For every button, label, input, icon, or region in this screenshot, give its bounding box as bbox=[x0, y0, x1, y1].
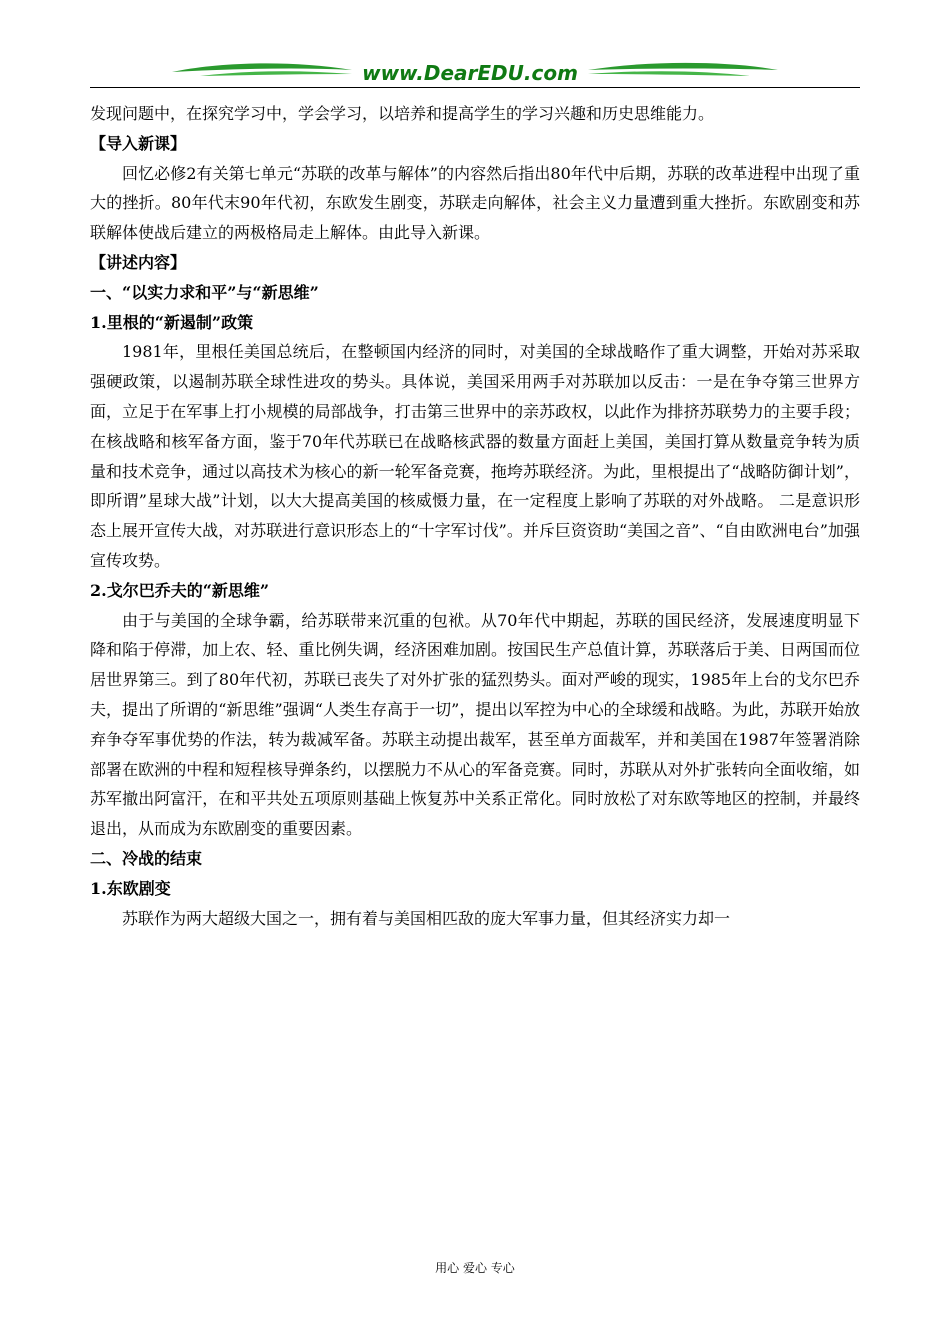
heading-2: 二、冷战的结束 bbox=[90, 848, 203, 868]
header-rule bbox=[90, 87, 860, 88]
heading-2-1: 1.东欧剧变 bbox=[90, 878, 171, 898]
right-swoosh-lower-icon bbox=[588, 71, 750, 76]
left-swoosh-lower-icon bbox=[200, 71, 352, 76]
paragraph-1-2: 由于与美国的全球争霸，给苏联带来沉重的包袱。从70年代中期起，苏联的国民经济，发展速度明显下降和陷于停滞，加上农、轻、重比例失调，经济困难加剧。按国民生产总值计算，苏联落后于美、日两国而位居世界第三。到了80年代初，苏联已丧失了对外扩张的猛烈势头。面对严峻的现实，1985年上台的戈尔巴乔夫，提出了所谓的“新思维”强调“人类生存高于一切”，提出以军控为中心的全球缓和战略。为此，苏联开始放弃争夺军事优势的作法，转为裁减军备。苏联主动提出裁军，甚至单方面裁军，并和美国在1987年签署消除部署在欧洲的中程和短程核导弹条约，以摆脱力不从心的军备竞赛。同时，苏联从对外扩张转向全面收缩，如苏军撤出阿富汗，在和平共处五项原则基础上恢复苏中关系正常化。同时放松了对东欧等地区的控制，并最终退出，从而成为东欧剧变的重要因素。 bbox=[90, 610, 860, 839]
heading-1-1: 1.里根的“新遏制”政策 bbox=[90, 312, 254, 332]
paragraph-1-1: 1981年，里根任美国总统后，在整顿国内经济的同时，对美国的全球战略作了重大调整，开始对苏采取强硬政策，以遏制苏联全球性进攻的势头。具体说，美国采用两手对苏联加以反击：一是在争夺第三世界方面，立足于在军事上打小规模的局部战争，打击第三世界中的亲苏政权，以此作为排挤苏联势力的主要手段；在核战略和核军备方面，鉴于70年代苏联已在战略核武器的数量方面赶上美国，美国打算从数量竞争转为质量和技术竞争，通过以高技术为核心的新一轮军备竞赛，拖垮苏联经济。为此，里根提出了“战略防御计划”，即所谓”星球大战”计划，以大大提高美国的核威慑力量，在一定程度上影响了苏联的对外战略。 二是意识形态上展开宣传大战，对苏联进行意识形态上的“十字军讨伐”。并斥巨资资助“美国之音”、“自由欧洲电台”加强宣传攻势。 bbox=[90, 342, 860, 570]
dearedu-logo bbox=[90, 58, 860, 88]
page-footer: 用心 爱心 专心 bbox=[435, 1261, 515, 1275]
section-intro-title: 【导入新课】 bbox=[90, 133, 187, 153]
section-content-title: 【讲述内容】 bbox=[90, 252, 187, 272]
page-header bbox=[90, 58, 860, 92]
brand-name: www.DearEDU.com bbox=[362, 61, 578, 85]
heading-1: 一、“以实力求和平”与“新思维” bbox=[90, 282, 319, 302]
document-body bbox=[90, 99, 860, 933]
intro-tail-text: 发现问题中，在探究学习中，学会学习，以培养和提高学生的学习兴趣和历史思维能力。 bbox=[90, 104, 715, 123]
heading-1-2: 2.戈尔巴乔夫的“新思维” bbox=[90, 580, 270, 600]
right-swoosh-icon bbox=[588, 63, 778, 70]
intro-paragraph: 回忆必修2有关第七单元“苏联的改革与解体”的内容然后指出80年代中后期，苏联的改革进程中出现了重大的挫折。80年代末90年代初，东欧发生剧变，苏联走向解体，社会主义力量遭到重大挫折。东欧剧变和苏联解体使战后建立的两极格局走上解体。由此导入新课。 bbox=[90, 163, 860, 243]
left-swoosh-icon bbox=[172, 63, 352, 72]
paragraph-2-1: 苏联作为两大超级大国之一，拥有着与美国相匹敌的庞大军事力量，但其经济实力却一 bbox=[122, 908, 731, 928]
